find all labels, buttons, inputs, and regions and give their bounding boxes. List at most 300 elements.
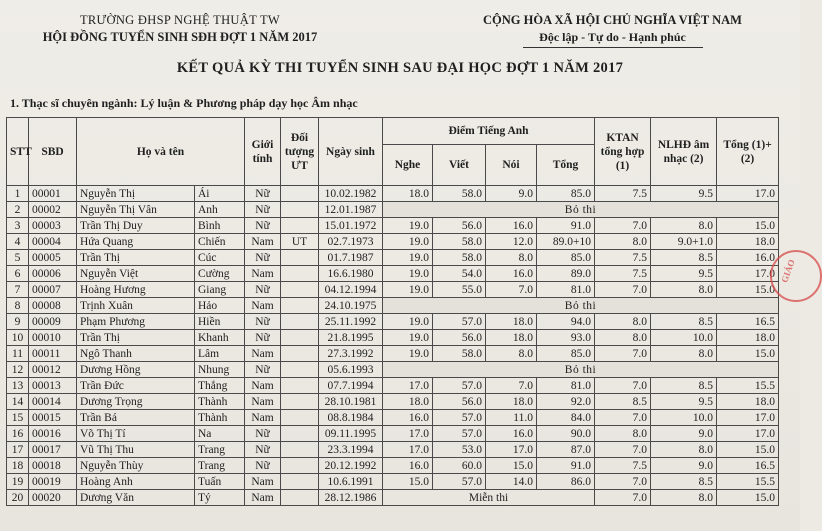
cell-write: 56.0 bbox=[433, 218, 486, 234]
cell-exempt-note: Miễn thi bbox=[383, 490, 595, 506]
cell-write: 56.0 bbox=[433, 394, 486, 410]
cell-listen: 18.0 bbox=[383, 186, 433, 202]
col-sum: Tổng (1)+(2) bbox=[717, 118, 779, 186]
cell-stt: 9 bbox=[7, 314, 29, 330]
col-write: Viết bbox=[433, 145, 486, 186]
cell-family-name: Dương Trọng bbox=[77, 394, 195, 410]
page-title: KẾT QUẢ KỲ THI TUYỂN SINH SAU ĐẠI HỌC ĐỢT 1 NĂM 2017 bbox=[176, 60, 624, 76]
cell-nlhd: 8.0 bbox=[651, 490, 717, 506]
cell-given-name: Cúc bbox=[195, 250, 245, 266]
col-gender: Giới tính bbox=[245, 118, 281, 186]
cell-nlhd: 8.0 bbox=[651, 218, 717, 234]
cell-target bbox=[281, 490, 319, 506]
cell-gender: Nam bbox=[245, 298, 281, 314]
cell-ktan: 7.5 bbox=[595, 186, 651, 202]
cell-ktan: 7.0 bbox=[595, 346, 651, 362]
table-row bbox=[7, 234, 779, 250]
cell-given-name: Nhung bbox=[195, 362, 245, 378]
cell-target bbox=[281, 202, 319, 218]
cell-nlhd: 8.0 bbox=[651, 346, 717, 362]
cell-gender: Nữ bbox=[245, 186, 281, 202]
cell-listen: 19.0 bbox=[383, 314, 433, 330]
cell-speak: 16.0 bbox=[486, 218, 537, 234]
cell-sbd: 00016 bbox=[29, 426, 77, 442]
cell-sbd: 00003 bbox=[29, 218, 77, 234]
cell-family-name: Nguyễn Thị bbox=[77, 186, 195, 202]
cell-total: 84.0 bbox=[537, 410, 595, 426]
cell-family-name: Dương Hồng bbox=[77, 362, 195, 378]
cell-target bbox=[281, 474, 319, 490]
section-heading: 1. Thạc sĩ chuyên ngành: Lý luận & Phương pháp dạy học Âm nhạc bbox=[10, 96, 358, 110]
cell-speak: 12.0 bbox=[486, 234, 537, 250]
cell-gender: Nam bbox=[245, 394, 281, 410]
cell-sbd: 00009 bbox=[29, 314, 77, 330]
cell-family-name: Trần Thị Duy bbox=[77, 218, 195, 234]
cell-total: 90.0 bbox=[537, 426, 595, 442]
cell-gender: Nam bbox=[245, 490, 281, 506]
cell-ktan: 8.5 bbox=[595, 394, 651, 410]
cell-absent-note: Bỏ thi bbox=[383, 202, 779, 218]
cell-gender: Nam bbox=[245, 234, 281, 250]
cell-stt: 16 bbox=[7, 426, 29, 442]
cell-sum: 16.5 bbox=[717, 458, 779, 474]
cell-write: 53.0 bbox=[433, 442, 486, 458]
red-seal-stamp bbox=[770, 250, 822, 302]
cell-listen: 19.0 bbox=[383, 346, 433, 362]
cell-sum: 18.0 bbox=[717, 394, 779, 410]
cell-ktan: 8.0 bbox=[595, 426, 651, 442]
cell-listen: 19.0 bbox=[383, 266, 433, 282]
cell-nlhd: 8.5 bbox=[651, 314, 717, 330]
cell-stt: 13 bbox=[7, 378, 29, 394]
cell-dob: 27.3.1992 bbox=[319, 346, 383, 362]
cell-ktan: 7.0 bbox=[595, 282, 651, 298]
cell-write: 57.0 bbox=[433, 426, 486, 442]
table-row bbox=[7, 282, 779, 298]
cell-dob: 23.3.1994 bbox=[319, 442, 383, 458]
cell-write: 58.0 bbox=[433, 346, 486, 362]
table-row bbox=[7, 250, 779, 266]
cell-sum: 15.5 bbox=[717, 378, 779, 394]
cell-given-name: Bình bbox=[195, 218, 245, 234]
cell-dob: 09.11.1995 bbox=[319, 426, 383, 442]
cell-gender: Nam bbox=[245, 410, 281, 426]
cell-write: 58.0 bbox=[433, 186, 486, 202]
cell-sbd: 00006 bbox=[29, 266, 77, 282]
table-header-row bbox=[7, 118, 779, 145]
cell-given-name: Tuấn bbox=[195, 474, 245, 490]
cell-gender: Nữ bbox=[245, 202, 281, 218]
col-stt: STT bbox=[7, 118, 29, 186]
cell-family-name: Nguyễn Thùy bbox=[77, 458, 195, 474]
cell-nlhd: 10.0 bbox=[651, 330, 717, 346]
cell-write: 58.0 bbox=[433, 234, 486, 250]
cell-ktan: 7.0 bbox=[595, 218, 651, 234]
cell-sbd: 00001 bbox=[29, 186, 77, 202]
cell-target bbox=[281, 410, 319, 426]
cell-sum: 17.0 bbox=[717, 186, 779, 202]
table-row bbox=[7, 490, 779, 506]
cell-gender: Nữ bbox=[245, 330, 281, 346]
cell-speak: 11.0 bbox=[486, 410, 537, 426]
cell-listen: 19.0 bbox=[383, 218, 433, 234]
cell-nlhd: 8.0 bbox=[651, 282, 717, 298]
cell-ktan: 7.0 bbox=[595, 442, 651, 458]
cell-write: 58.0 bbox=[433, 250, 486, 266]
cell-sbd: 00005 bbox=[29, 250, 77, 266]
cell-total: 89.0+10 bbox=[537, 234, 595, 250]
cell-gender: Nữ bbox=[245, 282, 281, 298]
cell-write: 56.0 bbox=[433, 330, 486, 346]
cell-gender: Nữ bbox=[245, 442, 281, 458]
cell-total: 87.0 bbox=[537, 442, 595, 458]
cell-nlhd: 10.0 bbox=[651, 410, 717, 426]
table-row bbox=[7, 186, 779, 202]
cell-total: 85.0 bbox=[537, 346, 595, 362]
cell-dob: 04.12.1994 bbox=[319, 282, 383, 298]
col-name: Họ và tên bbox=[77, 118, 245, 186]
cell-family-name: Dương Văn bbox=[77, 490, 195, 506]
table-row bbox=[7, 410, 779, 426]
cell-stt: 4 bbox=[7, 234, 29, 250]
cell-dob: 08.8.1984 bbox=[319, 410, 383, 426]
cell-speak: 16.0 bbox=[486, 426, 537, 442]
cell-given-name: Cường bbox=[195, 266, 245, 282]
cell-given-name: Hảo bbox=[195, 298, 245, 314]
cell-given-name: Thắng bbox=[195, 378, 245, 394]
cell-total: 81.0 bbox=[537, 378, 595, 394]
col-nlhd: NLHĐ âm nhạc (2) bbox=[651, 118, 717, 186]
col-english: Điểm Tiếng Anh bbox=[383, 118, 595, 145]
cell-nlhd: 9.0+1.0 bbox=[651, 234, 717, 250]
cell-stt: 11 bbox=[7, 346, 29, 362]
cell-listen: 15.0 bbox=[383, 474, 433, 490]
cell-sbd: 00015 bbox=[29, 410, 77, 426]
col-target: Đối tượng ƯT bbox=[281, 118, 319, 186]
cell-speak: 8.0 bbox=[486, 250, 537, 266]
cell-ktan: 7.5 bbox=[595, 250, 651, 266]
table-row bbox=[7, 298, 779, 314]
cell-write: 60.0 bbox=[433, 458, 486, 474]
cell-target bbox=[281, 314, 319, 330]
cell-dob: 02.7.1973 bbox=[319, 234, 383, 250]
cell-sum: 15.0 bbox=[717, 442, 779, 458]
cell-stt: 6 bbox=[7, 266, 29, 282]
cell-total: 91.0 bbox=[537, 458, 595, 474]
cell-stt: 2 bbox=[7, 202, 29, 218]
cell-stt: 12 bbox=[7, 362, 29, 378]
col-listen: Nghe bbox=[383, 145, 433, 186]
table-row bbox=[7, 362, 779, 378]
cell-dob: 10.6.1991 bbox=[319, 474, 383, 490]
cell-sum: 16.0 bbox=[717, 250, 779, 266]
cell-sbd: 00008 bbox=[29, 298, 77, 314]
cell-target bbox=[281, 218, 319, 234]
cell-nlhd: 9.0 bbox=[651, 458, 717, 474]
cell-stt: 18 bbox=[7, 458, 29, 474]
cell-stt: 10 bbox=[7, 330, 29, 346]
cell-stt: 20 bbox=[7, 490, 29, 506]
cell-speak: 18.0 bbox=[486, 330, 537, 346]
cell-sbd: 00004 bbox=[29, 234, 77, 250]
cell-absent-note: Bỏ thi bbox=[383, 362, 779, 378]
cell-write: 57.0 bbox=[433, 410, 486, 426]
cell-total: 92.0 bbox=[537, 394, 595, 410]
cell-target bbox=[281, 394, 319, 410]
table-row bbox=[7, 458, 779, 474]
country-name: CỘNG HÒA XÃ HỘI CHỦ NGHĨA VIỆT NAM bbox=[483, 13, 742, 27]
cell-dob: 01.7.1987 bbox=[319, 250, 383, 266]
cell-sbd: 00014 bbox=[29, 394, 77, 410]
cell-given-name: Giang bbox=[195, 282, 245, 298]
cell-target bbox=[281, 266, 319, 282]
cell-sbd: 00011 bbox=[29, 346, 77, 362]
cell-listen: 16.0 bbox=[383, 458, 433, 474]
cell-nlhd: 9.5 bbox=[651, 266, 717, 282]
cell-gender: Nam bbox=[245, 378, 281, 394]
cell-listen: 17.0 bbox=[383, 378, 433, 394]
cell-given-name: Trang bbox=[195, 458, 245, 474]
cell-ktan: 7.0 bbox=[595, 410, 651, 426]
cell-target bbox=[281, 362, 319, 378]
cell-given-name: Chiến bbox=[195, 234, 245, 250]
cell-sbd: 00010 bbox=[29, 330, 77, 346]
cell-family-name: Hoàng Hương bbox=[77, 282, 195, 298]
institution-header bbox=[30, 12, 330, 46]
cell-sum: 18.0 bbox=[717, 234, 779, 250]
cell-target bbox=[281, 330, 319, 346]
cell-sbd: 00013 bbox=[29, 378, 77, 394]
cell-total: 86.0 bbox=[537, 474, 595, 490]
motto: Độc lập - Tự do - Hạnh phúc bbox=[539, 30, 686, 44]
cell-speak: 18.0 bbox=[486, 394, 537, 410]
cell-speak: 15.0 bbox=[486, 458, 537, 474]
cell-gender: Nam bbox=[245, 346, 281, 362]
cell-dob: 21.8.1995 bbox=[319, 330, 383, 346]
cell-total: 93.0 bbox=[537, 330, 595, 346]
cell-total: 85.0 bbox=[537, 250, 595, 266]
cell-speak: 7.0 bbox=[486, 378, 537, 394]
cell-listen: 19.0 bbox=[383, 234, 433, 250]
cell-listen: 19.0 bbox=[383, 250, 433, 266]
cell-listen: 17.0 bbox=[383, 442, 433, 458]
cell-speak: 8.0 bbox=[486, 346, 537, 362]
cell-ktan: 7.0 bbox=[595, 490, 651, 506]
cell-absent-note: Bỏ thi bbox=[383, 298, 779, 314]
cell-stt: 1 bbox=[7, 186, 29, 202]
cell-family-name: Phạm Phương bbox=[77, 314, 195, 330]
table-row bbox=[7, 474, 779, 490]
cell-family-name: Trần Bá bbox=[77, 410, 195, 426]
cell-given-name: Thành bbox=[195, 410, 245, 426]
cell-sbd: 00012 bbox=[29, 362, 77, 378]
cell-family-name: Hoàng Anh bbox=[77, 474, 195, 490]
cell-gender: Nữ bbox=[245, 458, 281, 474]
cell-write: 57.0 bbox=[433, 378, 486, 394]
table-row bbox=[7, 314, 779, 330]
cell-target bbox=[281, 458, 319, 474]
cell-listen: 19.0 bbox=[383, 282, 433, 298]
cell-target bbox=[281, 426, 319, 442]
cell-listen: 17.0 bbox=[383, 426, 433, 442]
cell-dob: 16.6.1980 bbox=[319, 266, 383, 282]
cell-gender: Nữ bbox=[245, 218, 281, 234]
cell-ktan: 8.0 bbox=[595, 330, 651, 346]
cell-speak: 7.0 bbox=[486, 282, 537, 298]
cell-dob: 28.12.1986 bbox=[319, 490, 383, 506]
cell-sum: 15.0 bbox=[717, 490, 779, 506]
cell-nlhd: 9.5 bbox=[651, 186, 717, 202]
cell-sum: 15.0 bbox=[717, 282, 779, 298]
cell-target bbox=[281, 250, 319, 266]
cell-family-name: Trịnh Xuân bbox=[77, 298, 195, 314]
cell-target bbox=[281, 378, 319, 394]
cell-sum: 16.5 bbox=[717, 314, 779, 330]
cell-target bbox=[281, 282, 319, 298]
cell-sbd: 00002 bbox=[29, 202, 77, 218]
col-ktan: KTAN tổng hợp (1) bbox=[595, 118, 651, 186]
cell-ktan: 7.5 bbox=[595, 266, 651, 282]
cell-gender: Nữ bbox=[245, 426, 281, 442]
cell-gender: Nam bbox=[245, 474, 281, 490]
cell-given-name: Thành bbox=[195, 394, 245, 410]
cell-sum: 15.0 bbox=[717, 218, 779, 234]
cell-speak: 9.0 bbox=[486, 186, 537, 202]
cell-family-name: Nguyễn Thị Vân bbox=[77, 202, 195, 218]
cell-target bbox=[281, 186, 319, 202]
cell-stt: 19 bbox=[7, 474, 29, 490]
cell-stt: 8 bbox=[7, 298, 29, 314]
cell-stt: 15 bbox=[7, 410, 29, 426]
cell-gender: Nữ bbox=[245, 250, 281, 266]
table-row bbox=[7, 394, 779, 410]
cell-dob: 05.6.1993 bbox=[319, 362, 383, 378]
cell-family-name: Trần Đức bbox=[77, 378, 195, 394]
col-total: Tổng bbox=[537, 145, 595, 186]
cell-sbd: 00017 bbox=[29, 442, 77, 458]
table-body bbox=[7, 186, 779, 506]
cell-sum: 15.5 bbox=[717, 474, 779, 490]
cell-given-name: Tý bbox=[195, 490, 245, 506]
cell-sum: 17.0 bbox=[717, 410, 779, 426]
cell-given-name: Hiền bbox=[195, 314, 245, 330]
cell-sum: 18.0 bbox=[717, 330, 779, 346]
cell-dob: 24.10.1975 bbox=[319, 298, 383, 314]
cell-speak: 14.0 bbox=[486, 474, 537, 490]
cell-given-name: Lâm bbox=[195, 346, 245, 362]
motto-underline bbox=[523, 47, 703, 48]
cell-nlhd: 8.5 bbox=[651, 474, 717, 490]
cell-ktan: 7.0 bbox=[595, 474, 651, 490]
cell-target: UT bbox=[281, 234, 319, 250]
cell-target bbox=[281, 298, 319, 314]
cell-ktan: 8.0 bbox=[595, 314, 651, 330]
cell-ktan: 7.5 bbox=[595, 458, 651, 474]
col-sbd: SBD bbox=[29, 118, 77, 186]
cell-nlhd: 8.5 bbox=[651, 250, 717, 266]
council-name: HỘI ĐỒNG TUYỂN SINH SĐH ĐỢT 1 NĂM 2017 bbox=[42, 30, 318, 44]
cell-nlhd: 9.0 bbox=[651, 426, 717, 442]
table-row bbox=[7, 378, 779, 394]
cell-listen: 16.0 bbox=[383, 410, 433, 426]
cell-dob: 10.02.1982 bbox=[319, 186, 383, 202]
cell-sum: 17.0 bbox=[717, 426, 779, 442]
cell-sbd: 00019 bbox=[29, 474, 77, 490]
cell-gender: Nam bbox=[245, 266, 281, 282]
cell-gender: Nữ bbox=[245, 314, 281, 330]
table-row bbox=[7, 346, 779, 362]
cell-target bbox=[281, 442, 319, 458]
cell-dob: 12.01.1987 bbox=[319, 202, 383, 218]
table-row bbox=[7, 266, 779, 282]
cell-family-name: Ngô Thanh bbox=[77, 346, 195, 362]
col-speak: Nói bbox=[486, 145, 537, 186]
cell-ktan: 8.0 bbox=[595, 234, 651, 250]
cell-sbd: 00018 bbox=[29, 458, 77, 474]
cell-stt: 3 bbox=[7, 218, 29, 234]
cell-total: 89.0 bbox=[537, 266, 595, 282]
cell-total: 81.0 bbox=[537, 282, 595, 298]
cell-family-name: Nguyễn Việt bbox=[77, 266, 195, 282]
cell-nlhd: 8.5 bbox=[651, 378, 717, 394]
table-row bbox=[7, 330, 779, 346]
cell-write: 55.0 bbox=[433, 282, 486, 298]
cell-sum: 15.0 bbox=[717, 346, 779, 362]
cell-ktan: 7.0 bbox=[595, 378, 651, 394]
table-row bbox=[7, 442, 779, 458]
cell-target bbox=[281, 346, 319, 362]
cell-given-name: Anh bbox=[195, 202, 245, 218]
cell-family-name: Trần Thị bbox=[77, 330, 195, 346]
cell-stt: 7 bbox=[7, 282, 29, 298]
cell-stt: 17 bbox=[7, 442, 29, 458]
table-row bbox=[7, 426, 779, 442]
cell-given-name: Na bbox=[195, 426, 245, 442]
cell-given-name: Ái bbox=[195, 186, 245, 202]
table-row bbox=[7, 202, 779, 218]
table-row bbox=[7, 218, 779, 234]
stamp-text: GIÁO bbox=[779, 258, 797, 284]
cell-speak: 18.0 bbox=[486, 314, 537, 330]
cell-write: 57.0 bbox=[433, 474, 486, 490]
cell-total: 85.0 bbox=[537, 186, 595, 202]
cell-speak: 16.0 bbox=[486, 266, 537, 282]
cell-listen: 18.0 bbox=[383, 394, 433, 410]
cell-nlhd: 8.0 bbox=[651, 442, 717, 458]
cell-family-name: Vũ Thị Thu bbox=[77, 442, 195, 458]
cell-family-name: Võ Thị Tí bbox=[77, 426, 195, 442]
col-dob: Ngày sinh bbox=[319, 118, 383, 186]
cell-sbd: 00020 bbox=[29, 490, 77, 506]
cell-listen: 19.0 bbox=[383, 330, 433, 346]
cell-nlhd: 9.5 bbox=[651, 394, 717, 410]
cell-stt: 14 bbox=[7, 394, 29, 410]
national-header bbox=[445, 12, 780, 48]
cell-family-name: Trần Thị bbox=[77, 250, 195, 266]
school-name: TRƯỜNG ĐHSP NGHỆ THUẬT TW bbox=[79, 13, 281, 27]
cell-sbd: 00007 bbox=[29, 282, 77, 298]
cell-speak: 17.0 bbox=[486, 442, 537, 458]
cell-gender: Nữ bbox=[245, 362, 281, 378]
cell-write: 54.0 bbox=[433, 266, 486, 282]
cell-total: 94.0 bbox=[537, 314, 595, 330]
cell-stt: 5 bbox=[7, 250, 29, 266]
cell-given-name: Trang bbox=[195, 442, 245, 458]
cell-total: 91.0 bbox=[537, 218, 595, 234]
cell-dob: 07.7.1994 bbox=[319, 378, 383, 394]
cell-given-name: Khanh bbox=[195, 330, 245, 346]
cell-dob: 20.12.1992 bbox=[319, 458, 383, 474]
